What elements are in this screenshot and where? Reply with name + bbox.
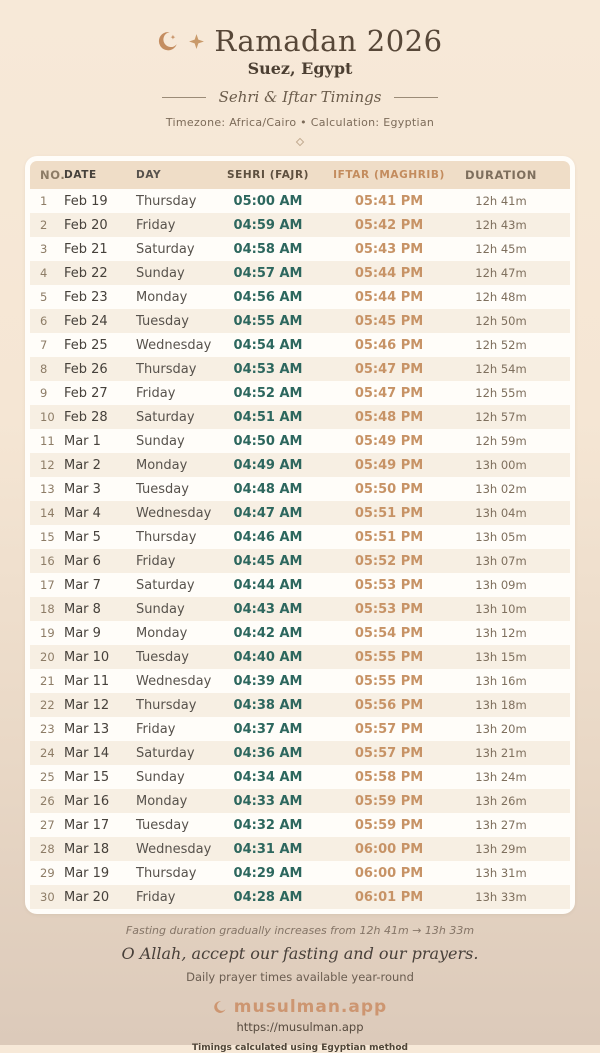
cell-row-number: 10 [40, 410, 55, 424]
cell-row-number: 22 [40, 698, 55, 712]
cell-duration: 12h 55m [475, 386, 527, 400]
cell-iftar-time: 05:51 PM [354, 505, 424, 521]
cell-date: Mar 4 [64, 505, 101, 521]
cell-sehri-time: 04:47 AM [233, 505, 303, 521]
cell-sehri-time: 04:33 AM [233, 793, 303, 809]
cell-date: Mar 10 [64, 649, 110, 665]
cell-sehri-time: 04:34 AM [233, 769, 303, 785]
cell-sehri-time: 04:49 AM [233, 457, 303, 473]
cell-row-number: 13 [40, 482, 55, 496]
crescent-star-icon [157, 30, 179, 52]
cell-iftar-time: 05:45 PM [354, 313, 424, 329]
cell-duration: 13h 04m [475, 506, 527, 520]
cell-duration: 12h 41m [475, 194, 527, 208]
cell-duration: 13h 20m [475, 722, 527, 736]
column-header-date: DATE [64, 169, 97, 181]
cell-sehri-time: 04:51 AM [233, 409, 303, 425]
cell-row-number: 2 [40, 218, 48, 232]
cell-iftar-time: 05:59 PM [354, 817, 424, 833]
cell-day: Saturday [136, 409, 195, 425]
cell-duration: 13h 24m [475, 770, 527, 784]
cell-day: Thursday [136, 193, 197, 209]
cell-iftar-time: 05:58 PM [354, 769, 424, 785]
cell-row-number: 6 [40, 314, 48, 328]
cell-sehri-time: 04:59 AM [233, 217, 303, 233]
cell-day: Thursday [136, 361, 197, 377]
cell-date: Feb 25 [64, 337, 108, 353]
cell-day: Tuesday [136, 649, 189, 665]
cell-day: Friday [136, 553, 176, 569]
cell-day: Thursday [136, 865, 197, 881]
cell-iftar-time: 05:53 PM [354, 577, 424, 593]
table-row [30, 357, 570, 381]
cell-row-number: 30 [40, 890, 55, 904]
cell-date: Feb 21 [64, 241, 108, 257]
cell-duration: 13h 00m [475, 458, 527, 472]
cell-day: Sunday [136, 769, 185, 785]
cell-iftar-time: 05:57 PM [354, 745, 424, 761]
cell-day: Thursday [136, 529, 197, 545]
cell-duration: 13h 15m [475, 650, 527, 664]
cell-row-number: 12 [40, 458, 55, 472]
table-row [30, 717, 570, 741]
column-header-no: NO. [40, 168, 66, 182]
cell-date: Mar 12 [64, 697, 110, 713]
cell-date: Feb 24 [64, 313, 108, 329]
table-row [30, 837, 570, 861]
cell-row-number: 15 [40, 530, 55, 544]
cell-duration: 13h 12m [475, 626, 527, 640]
cell-date: Mar 1 [64, 433, 101, 449]
cell-iftar-time: 05:46 PM [354, 337, 424, 353]
cell-day: Wednesday [136, 673, 212, 689]
cell-duration: 12h 54m [475, 362, 527, 376]
cell-sehri-time: 04:44 AM [233, 577, 303, 593]
cell-day: Monday [136, 457, 188, 473]
cell-duration: 12h 57m [475, 410, 527, 424]
cell-sehri-time: 04:50 AM [233, 433, 303, 449]
cell-duration: 13h 10m [475, 602, 527, 616]
cell-date: Feb 19 [64, 193, 108, 209]
table-row [30, 885, 570, 909]
cell-day: Wednesday [136, 841, 212, 857]
cell-sehri-time: 04:45 AM [233, 553, 303, 569]
cell-sehri-time: 04:38 AM [233, 697, 303, 713]
cell-day: Friday [136, 889, 176, 905]
table-row [30, 573, 570, 597]
cell-row-number: 11 [40, 434, 55, 448]
cell-date: Mar 11 [64, 673, 110, 689]
cell-iftar-time: 05:50 PM [354, 481, 424, 497]
cell-sehri-time: 04:58 AM [233, 241, 303, 257]
cell-iftar-time: 05:49 PM [354, 457, 424, 473]
divider-line-left [162, 97, 206, 98]
page-title: Ramadan 2026 [214, 24, 443, 58]
cell-date: Mar 7 [64, 577, 101, 593]
cell-row-number: 9 [40, 386, 48, 400]
table-row [30, 213, 570, 237]
dua-quote: O Allah, accept our fasting and our prayers. [121, 944, 479, 963]
cell-duration: 13h 33m [475, 890, 527, 904]
cell-duration: 13h 05m [475, 530, 527, 544]
cell-day: Monday [136, 289, 188, 305]
cell-iftar-time: 05:52 PM [354, 553, 424, 569]
cell-day: Sunday [136, 265, 185, 281]
cell-iftar-time: 05:44 PM [354, 289, 424, 305]
cell-day: Tuesday [136, 313, 189, 329]
cell-row-number: 24 [40, 746, 55, 760]
cell-date: Feb 26 [64, 361, 108, 377]
cell-sehri-time: 04:55 AM [233, 313, 303, 329]
cell-date: Mar 2 [64, 457, 101, 473]
cell-iftar-time: 05:49 PM [354, 433, 424, 449]
cell-sehri-time: 04:52 AM [233, 385, 303, 401]
table-row [30, 381, 570, 405]
table-row [30, 501, 570, 525]
cell-duration: 13h 18m [475, 698, 527, 712]
table-row [30, 597, 570, 621]
cell-iftar-time: 05:44 PM [354, 265, 424, 281]
cell-duration: 13h 21m [475, 746, 527, 760]
cell-duration: 13h 29m [475, 842, 527, 856]
cell-date: Feb 22 [64, 265, 108, 281]
cell-date: Mar 8 [64, 601, 101, 617]
table-row [30, 429, 570, 453]
location-subtitle: Suez, Egypt [247, 59, 353, 78]
cell-row-number: 8 [40, 362, 48, 376]
cell-duration: 12h 48m [475, 290, 527, 304]
tagline: Daily prayer times available year-round [186, 970, 414, 984]
cell-iftar-time: 05:57 PM [354, 721, 424, 737]
cell-iftar-time: 05:55 PM [354, 673, 424, 689]
cell-iftar-time: 05:55 PM [354, 649, 424, 665]
cell-iftar-time: 05:47 PM [354, 361, 424, 377]
cell-duration: 12h 47m [475, 266, 527, 280]
cell-row-number: 19 [40, 626, 55, 640]
column-header-duration: DURATION [464, 168, 538, 182]
cell-day: Saturday [136, 577, 195, 593]
cell-duration: 12h 43m [475, 218, 527, 232]
table-row [30, 813, 570, 837]
cell-sehri-time: 04:36 AM [233, 745, 303, 761]
cell-date: Mar 16 [64, 793, 110, 809]
cell-date: Mar 5 [64, 529, 101, 545]
cell-duration: 13h 09m [475, 578, 527, 592]
cell-sehri-time: 04:31 AM [233, 841, 303, 857]
title-row [0, 24, 600, 58]
table-row [30, 669, 570, 693]
table-row [30, 741, 570, 765]
cell-date: Mar 17 [64, 817, 110, 833]
table-row [30, 189, 570, 213]
cell-sehri-time: 04:43 AM [233, 601, 303, 617]
cell-date: Feb 28 [64, 409, 108, 425]
cell-date: Feb 20 [64, 217, 108, 233]
cell-row-number: 17 [40, 578, 55, 592]
cell-row-number: 21 [40, 674, 55, 688]
cell-iftar-time: 05:53 PM [354, 601, 424, 617]
cell-date: Mar 14 [64, 745, 110, 761]
page-footer [0, 924, 600, 1053]
cell-date: Mar 9 [64, 625, 101, 641]
cell-duration: 13h 16m [475, 674, 527, 688]
cell-row-number: 29 [40, 866, 55, 880]
table-row [30, 645, 570, 669]
cell-duration: 13h 26m [475, 794, 527, 808]
sparkle-icon [188, 33, 205, 50]
section-subtitle: Sehri & Iftar Timings [218, 88, 382, 106]
cell-iftar-time: 05:42 PM [354, 217, 424, 233]
table-row [30, 237, 570, 261]
table-row [30, 621, 570, 645]
table-body [30, 189, 570, 909]
crescent-icon [213, 1000, 227, 1014]
cell-sehri-time: 04:53 AM [233, 361, 303, 377]
cell-sehri-time: 04:54 AM [233, 337, 303, 353]
table-row [30, 789, 570, 813]
cell-iftar-time: 05:59 PM [354, 793, 424, 809]
cell-duration: 13h 07m [475, 554, 527, 568]
cell-sehri-time: 04:28 AM [233, 889, 303, 905]
divider-line-right [394, 97, 438, 98]
cell-day: Friday [136, 721, 176, 737]
table-header-row [30, 161, 570, 189]
cell-iftar-time: 06:00 PM [354, 865, 424, 881]
table-row [30, 333, 570, 357]
cell-date: Mar 6 [64, 553, 101, 569]
cell-sehri-time: 04:40 AM [233, 649, 303, 665]
cell-date: Feb 27 [64, 385, 108, 401]
brand-name: musulman.app [233, 997, 388, 1017]
cell-row-number: 16 [40, 554, 55, 568]
cell-iftar-time: 06:00 PM [354, 841, 424, 857]
cell-row-number: 26 [40, 794, 55, 808]
page-header [0, 0, 600, 145]
cell-duration: 12h 59m [475, 434, 527, 448]
cell-duration: 13h 02m [475, 482, 527, 496]
section-subtitle-row [0, 88, 600, 106]
table-row [30, 549, 570, 573]
cell-iftar-time: 05:51 PM [354, 529, 424, 545]
cell-duration: 12h 52m [475, 338, 527, 352]
cell-sehri-time: 04:42 AM [233, 625, 303, 641]
column-header-sehri: SEHRI (FAJR) [226, 169, 310, 181]
cell-day: Thursday [136, 697, 197, 713]
cell-iftar-time: 05:47 PM [354, 385, 424, 401]
cell-row-number: 4 [40, 266, 48, 280]
cell-iftar-time: 05:56 PM [354, 697, 424, 713]
cell-sehri-time: 04:37 AM [233, 721, 303, 737]
cell-day: Friday [136, 217, 176, 233]
cell-date: Mar 3 [64, 481, 101, 497]
cell-date: Mar 15 [64, 769, 110, 785]
cell-row-number: 5 [40, 290, 48, 304]
duration-note: Fasting duration gradually increases from 12h 41m → 13h 33m [125, 924, 475, 937]
cell-row-number: 3 [40, 242, 48, 256]
cell-sehri-time: 04:56 AM [233, 289, 303, 305]
cell-day: Tuesday [136, 817, 189, 833]
table-row [30, 693, 570, 717]
cell-sehri-time: 04:48 AM [233, 481, 303, 497]
cell-day: Monday [136, 793, 188, 809]
cell-duration: 12h 50m [475, 314, 527, 328]
cell-row-number: 7 [40, 338, 48, 352]
diamond-ornament-icon [296, 138, 304, 146]
cell-duration: 13h 31m [475, 866, 527, 880]
cell-date: Feb 23 [64, 289, 108, 305]
column-header-day: DAY [136, 169, 162, 181]
cell-row-number: 1 [40, 194, 48, 208]
cell-day: Sunday [136, 601, 185, 617]
cell-row-number: 14 [40, 506, 55, 520]
table-row [30, 477, 570, 501]
cell-day: Monday [136, 625, 188, 641]
cell-iftar-time: 05:41 PM [354, 193, 424, 209]
cell-iftar-time: 05:48 PM [354, 409, 424, 425]
calculation-method-note: Timings calculated using Egyptian method [192, 1043, 408, 1053]
cell-duration: 12h 45m [475, 242, 527, 256]
cell-date: Mar 13 [64, 721, 110, 737]
cell-sehri-time: 04:39 AM [233, 673, 303, 689]
cell-day: Sunday [136, 433, 185, 449]
cell-row-number: 25 [40, 770, 55, 784]
column-header-iftar: IFTAR (MAGHRIB) [333, 169, 445, 181]
cell-day: Wednesday [136, 505, 212, 521]
cell-sehri-time: 04:29 AM [233, 865, 303, 881]
cell-iftar-time: 05:43 PM [354, 241, 424, 257]
cell-day: Tuesday [136, 481, 189, 497]
timezone-calculation-meta: Timezone: Africa/Cairo • Calculation: Egyptian [165, 116, 435, 129]
table-row [30, 453, 570, 477]
cell-sehri-time: 04:57 AM [233, 265, 303, 281]
table-row [30, 405, 570, 429]
brand-url: https://musulman.app [236, 1020, 364, 1034]
cell-sehri-time: 05:00 AM [233, 193, 303, 209]
brand-row [0, 997, 600, 1017]
cell-date: Mar 18 [64, 841, 110, 857]
cell-row-number: 18 [40, 602, 55, 616]
cell-row-number: 20 [40, 650, 55, 664]
table-row [30, 861, 570, 885]
table-row [30, 525, 570, 549]
table-row [30, 261, 570, 285]
table-row [30, 309, 570, 333]
cell-row-number: 28 [40, 842, 55, 856]
cell-row-number: 23 [40, 722, 55, 736]
cell-sehri-time: 04:46 AM [233, 529, 303, 545]
table-row [30, 285, 570, 309]
cell-duration: 13h 27m [475, 818, 527, 832]
cell-day: Saturday [136, 745, 195, 761]
cell-date: Mar 20 [64, 889, 110, 905]
cell-day: Friday [136, 385, 176, 401]
cell-day: Wednesday [136, 337, 212, 353]
timings-table-card [25, 156, 575, 914]
table-row [30, 765, 570, 789]
cell-day: Saturday [136, 241, 195, 257]
cell-row-number: 27 [40, 818, 55, 832]
cell-iftar-time: 05:54 PM [354, 625, 424, 641]
cell-date: Mar 19 [64, 865, 110, 881]
cell-sehri-time: 04:32 AM [233, 817, 303, 833]
cell-iftar-time: 06:01 PM [354, 889, 424, 905]
